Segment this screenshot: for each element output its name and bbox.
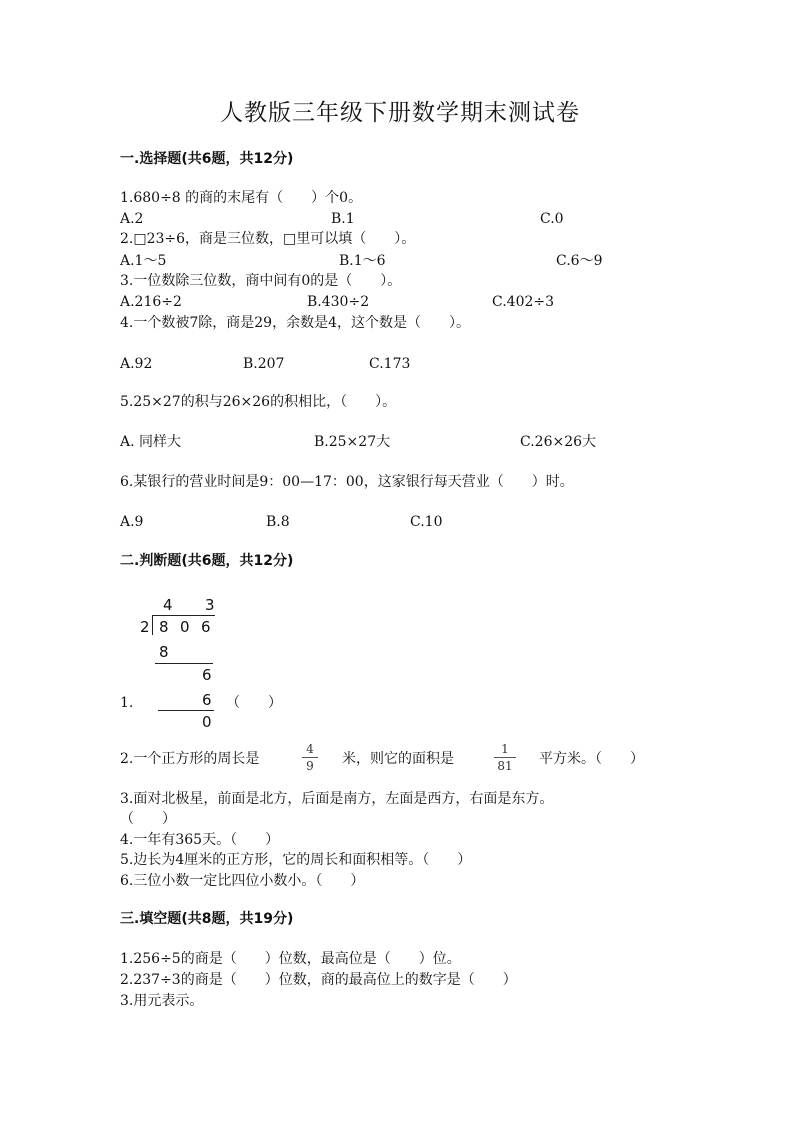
option-a: A.9 — [120, 514, 144, 530]
option-b: B.207 — [243, 356, 285, 372]
question-stem: 1.680÷8 的商的末尾有（ ）个0。 — [120, 190, 363, 206]
question-number: 1. — [120, 695, 134, 711]
option-b: B.430÷2 — [307, 294, 370, 310]
fraction-denominator: 81 — [497, 759, 513, 773]
quotient-digit: 3 — [205, 596, 215, 614]
division-line — [155, 663, 213, 664]
question-stem: 3.一位数除三位数，商中间有0的是（ ）。 — [120, 273, 402, 289]
option-a: A.1～5 — [120, 253, 167, 269]
question-stem: 6.某银行的营业时间是9：00—17：00，这家银行每天营业（ ）时。 — [120, 474, 574, 490]
quotient-digit: 4 — [163, 596, 173, 614]
question-stem: 2.237÷3的商是（ ）位数，商的最高位上的数字是（ ） — [120, 972, 517, 988]
option-b: B.1 — [331, 211, 355, 227]
option-b: B.1～6 — [339, 253, 386, 269]
section-heading-choice: 一.选择题(共6题，共12分) — [120, 151, 294, 167]
option-c: C.402÷3 — [492, 294, 555, 310]
question-stem: 5.25×27的积与26×26的积相比，（ ）。 — [120, 394, 397, 410]
question-stem: 6.三位小数一定比四位小数小。（ ） — [120, 873, 365, 889]
question-stem: 3.面对北极星，前面是北方，后面是南方，左面是西方，右面是东方。 — [120, 791, 554, 807]
question-stem: 5.边长为4厘米的正方形，它的周长和面积相等。（ ） — [120, 852, 472, 868]
question-stem: 3.用元表示。 — [120, 993, 204, 1009]
fraction-bar — [494, 757, 516, 758]
question-stem: 4.一个数被7除，商是29，余数是4，这个数是（ ）。 — [120, 315, 470, 331]
fraction-denominator: 9 — [306, 759, 314, 773]
option-c: C.0 — [540, 211, 564, 227]
fraction-bar — [302, 757, 318, 758]
step-remainder: 6 — [202, 666, 212, 684]
option-c: C.26×26大 — [520, 434, 597, 450]
option-b: B.25×27大 — [314, 434, 391, 450]
fraction-one-eighty-first — [494, 742, 516, 773]
step-product: 8 — [159, 643, 169, 661]
division-bracket-side — [152, 615, 153, 635]
fraction-four-ninths — [302, 742, 318, 773]
option-a: A.92 — [120, 356, 153, 372]
question-stem: 2.一个正方形的周长是 — [120, 751, 260, 767]
section-heading-fill-in: 三.填空题(共8题，共19分) — [120, 911, 294, 927]
answer-paren: （ ） — [120, 811, 176, 827]
option-a: A.2 — [120, 211, 144, 227]
option-c: C.173 — [369, 356, 411, 372]
step-product: 6 — [202, 691, 212, 709]
division-bracket-top — [152, 615, 215, 616]
option-c: C.10 — [410, 514, 443, 530]
fraction-numerator: 4 — [306, 742, 314, 756]
question-stem: 平方米。（ ） — [539, 751, 644, 767]
option-a: A.216÷2 — [120, 294, 182, 310]
section-heading-judgement: 二.判断题(共6题，共12分) — [120, 553, 294, 569]
option-c: C.6～9 — [556, 253, 603, 269]
question-stem: 2.□23÷6，商是三位数，□里可以填（ ）。 — [120, 231, 416, 247]
question-stem: 1.256÷5的商是（ ）位数，最高位是（ ）位。 — [120, 951, 461, 967]
option-b: B.8 — [266, 514, 290, 530]
page-title: 人教版三年级下册数学期末测试卷 — [220, 100, 580, 126]
dividend-digit: 8 — [159, 618, 169, 636]
question-stem: 米，则它的面积是 — [342, 751, 454, 767]
dividend-digit: 6 — [201, 618, 211, 636]
division-line — [158, 710, 214, 711]
answer-paren: （ ） — [226, 695, 282, 711]
divisor: 2 — [140, 618, 150, 636]
final-remainder: 0 — [202, 713, 212, 731]
question-stem: 4.一年有365天。（ ） — [120, 832, 280, 848]
dividend-digit: 0 — [180, 618, 190, 636]
fraction-numerator: 1 — [501, 742, 509, 756]
option-a: A. 同样大 — [120, 434, 182, 450]
